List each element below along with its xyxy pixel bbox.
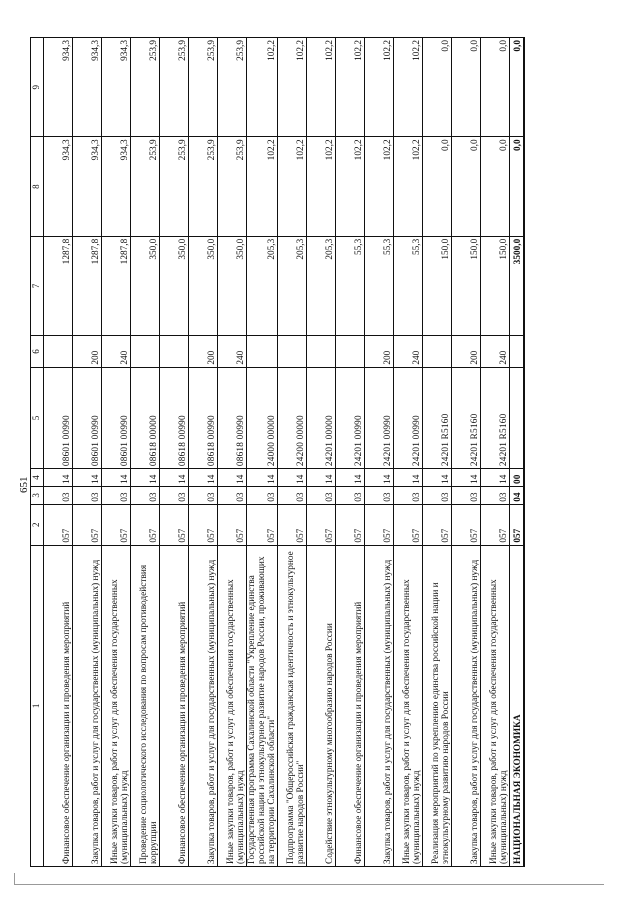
row-admin-code: 057	[278, 504, 307, 545]
row-amount-col8: 0,0	[423, 137, 452, 236]
row-admin-code: 057	[131, 504, 160, 545]
row-admin-code: 057	[365, 504, 394, 545]
row-target-article	[510, 367, 525, 468]
row-section: 03	[452, 486, 481, 504]
row-subsection: 14	[452, 469, 481, 487]
row-amount-col9: 934,3	[102, 38, 131, 137]
table-row	[247, 38, 278, 867]
row-amount-col9: 0,0	[510, 38, 525, 137]
row-name: Иные закупки товаров, работ и услуг для обеспечения государственных (муниципальных) нужд	[394, 545, 423, 866]
row-name: Закупка товаров, работ и услуг для государственных (муниципальных) нужд	[189, 545, 218, 866]
row-expense-type	[278, 336, 307, 367]
row-target-article: 08601 00990	[44, 367, 73, 468]
table-row	[394, 38, 423, 867]
column-header: 1	[31, 545, 44, 866]
row-section: 03	[423, 486, 452, 504]
row-amount-col7: 350,0	[160, 236, 189, 336]
column-header: 7	[31, 236, 44, 336]
row-section: 03	[278, 486, 307, 504]
row-section: 03	[73, 486, 102, 504]
row-section: 03	[336, 486, 365, 504]
row-amount-col7: 55,3	[365, 236, 394, 336]
row-target-article: 24201 R5160	[481, 367, 510, 468]
row-target-article: 24200 00000	[278, 367, 307, 468]
row-subsection: 14	[423, 469, 452, 487]
row-expense-type	[423, 336, 452, 367]
row-expense-type: 240	[481, 336, 510, 367]
row-amount-col8: 0,0	[510, 137, 525, 236]
table-row	[160, 38, 189, 867]
row-section: 03	[44, 486, 73, 504]
table-row	[365, 38, 394, 867]
row-amount-col9: 934,3	[44, 38, 73, 137]
row-amount-col7: 205,3	[307, 236, 336, 336]
row-name: Реализация мероприятий по укреплению единства российской нации и этнокультурному развитию народов России	[423, 545, 452, 866]
row-amount-col9: 102,2	[394, 38, 423, 137]
row-admin-code: 057	[307, 504, 336, 545]
column-header: 6	[31, 336, 44, 367]
row-subsection: 14	[44, 469, 73, 487]
row-target-article: 24201 R5160	[423, 367, 452, 468]
row-amount-col9: 253,9	[160, 38, 189, 137]
row-amount-col9: 0,0	[452, 38, 481, 137]
row-name: Финансовое обеспечение организации и проведения мероприятий	[160, 545, 189, 866]
row-expense-type: 200	[452, 336, 481, 367]
row-subsection: 14	[336, 469, 365, 487]
row-target-article: 24000 00000	[247, 367, 278, 468]
row-name: Подпрограмма "Общероссийская гражданская идентичность и этнокультурное развитие народов России"	[278, 545, 307, 866]
row-amount-col8: 102,2	[365, 137, 394, 236]
row-subsection: 14	[73, 469, 102, 487]
row-amount-col9: 0,0	[481, 38, 510, 137]
table-row	[307, 38, 336, 867]
row-subsection: 14	[278, 469, 307, 487]
row-amount-col7: 150,0	[452, 236, 481, 336]
row-section: 03	[247, 486, 278, 504]
row-expense-type	[336, 336, 365, 367]
row-name: Иные закупки товаров, работ и услуг для обеспечения государственных (муниципальных) нужд	[481, 545, 510, 866]
row-amount-col9: 0,0	[423, 38, 452, 137]
row-section: 03	[481, 486, 510, 504]
row-admin-code: 057	[423, 504, 452, 545]
row-amount-col8: 0,0	[481, 137, 510, 236]
table-total-row	[510, 38, 525, 867]
row-amount-col7: 350,0	[131, 236, 160, 336]
row-expense-type: 240	[218, 336, 247, 367]
row-amount-col7: 1287,8	[44, 236, 73, 336]
row-amount-col9: 253,9	[131, 38, 160, 137]
margin-rule-top	[14, 873, 15, 885]
row-name: Проведение социологического исследования по вопросам противодействия коррупции	[131, 545, 160, 866]
row-amount-col8: 102,2	[394, 137, 423, 236]
row-expense-type: 240	[102, 336, 131, 367]
row-target-article: 24201 R5160	[452, 367, 481, 468]
row-amount-col7: 350,0	[189, 236, 218, 336]
row-expense-type	[510, 336, 525, 367]
row-amount-col7: 55,3	[336, 236, 365, 336]
column-header: 9	[31, 38, 44, 137]
row-amount-col7: 350,0	[218, 236, 247, 336]
row-admin-code: 057	[218, 504, 247, 545]
margin-rule	[14, 884, 604, 885]
row-subsection: 14	[160, 469, 189, 487]
row-amount-col8: 934,3	[73, 137, 102, 236]
row-name: Закупка товаров, работ и услуг для государственных (муниципальных) нужд	[452, 545, 481, 866]
row-amount-col8: 102,2	[247, 137, 278, 236]
row-expense-type	[131, 336, 160, 367]
table-row	[189, 38, 218, 867]
table-row	[102, 38, 131, 867]
row-target-article: 08601 00990	[102, 367, 131, 468]
row-name: Иные закупки товаров, работ и услуг для обеспечения государственных (муниципальных) нужд	[102, 545, 131, 866]
row-amount-col7: 150,0	[481, 236, 510, 336]
row-target-article: 24201 00990	[394, 367, 423, 468]
row-expense-type: 200	[73, 336, 102, 367]
table-row	[218, 38, 247, 867]
row-target-article: 24201 00990	[365, 367, 394, 468]
row-subsection: 14	[307, 469, 336, 487]
row-amount-col8: 934,3	[102, 137, 131, 236]
column-header: 8	[31, 137, 44, 236]
row-expense-type	[247, 336, 278, 367]
row-amount-col8: 102,2	[278, 137, 307, 236]
row-amount-col8: 102,2	[336, 137, 365, 236]
row-expense-type	[307, 336, 336, 367]
row-subsection: 14	[394, 469, 423, 487]
row-amount-col8: 934,3	[44, 137, 73, 236]
table-row	[73, 38, 102, 867]
table-row	[278, 38, 307, 867]
row-amount-col9: 253,9	[218, 38, 247, 137]
row-amount-col9: 934,3	[73, 38, 102, 137]
row-subsection: 14	[218, 469, 247, 487]
row-amount-col8: 0,0	[452, 137, 481, 236]
row-admin-code: 057	[394, 504, 423, 545]
row-expense-type: 240	[394, 336, 423, 367]
row-section: 04	[510, 486, 525, 504]
row-admin-code: 057	[336, 504, 365, 545]
row-admin-code: 057	[160, 504, 189, 545]
row-expense-type: 200	[365, 336, 394, 367]
budget-table	[30, 37, 525, 867]
row-section: 03	[102, 486, 131, 504]
row-admin-code: 057	[247, 504, 278, 545]
row-section: 03	[218, 486, 247, 504]
row-target-article: 08618 00990	[189, 367, 218, 468]
row-name: Закупка товаров, работ и услуг для государственных (муниципальных) нужд	[365, 545, 394, 866]
row-amount-col7: 55,3	[394, 236, 423, 336]
row-target-article: 24201 00990	[336, 367, 365, 468]
table-row	[481, 38, 510, 867]
row-amount-col8: 253,9	[160, 137, 189, 236]
row-expense-type	[160, 336, 189, 367]
row-amount-col9: 253,9	[189, 38, 218, 137]
row-amount-col9: 102,2	[307, 38, 336, 137]
row-subsection: 14	[131, 469, 160, 487]
row-amount-col7: 1287,8	[73, 236, 102, 336]
row-name: Финансовое обеспечение организации и проведения мероприятий	[336, 545, 365, 866]
row-subsection: 14	[365, 469, 394, 487]
row-target-article: 08601 00990	[73, 367, 102, 468]
row-amount-col9: 102,2	[336, 38, 365, 137]
row-name: Иные закупки товаров, работ и услуг для обеспечения государственных (муниципальных) нужд	[218, 545, 247, 866]
row-amount-col8: 253,9	[189, 137, 218, 236]
row-section: 03	[160, 486, 189, 504]
row-amount-col7: 1287,8	[102, 236, 131, 336]
row-amount-col8: 253,9	[131, 137, 160, 236]
row-section: 03	[365, 486, 394, 504]
row-name: Содействие этнокультурному многообразию народов России	[307, 545, 336, 866]
row-subsection: 14	[247, 469, 278, 487]
row-subsection: 14	[481, 469, 510, 487]
row-target-article: 08618 00990	[160, 367, 189, 468]
row-admin-code: 057	[510, 504, 525, 545]
row-target-article: 08618 00000	[131, 367, 160, 468]
row-section: 03	[189, 486, 218, 504]
row-amount-col7: 205,3	[247, 236, 278, 336]
row-amount-col9: 102,2	[365, 38, 394, 137]
column-number-row	[31, 38, 44, 867]
row-name: НАЦИОНАЛЬНАЯ ЭКОНОМИКА	[510, 545, 525, 866]
column-header: 4	[31, 469, 44, 487]
table-row	[131, 38, 160, 867]
column-header: 5	[31, 367, 44, 468]
row-amount-col8: 253,9	[218, 137, 247, 236]
row-target-article: 08618 00990	[218, 367, 247, 468]
column-header: 3	[31, 486, 44, 504]
table-row	[452, 38, 481, 867]
row-subsection: 14	[102, 469, 131, 487]
table-row	[44, 38, 73, 867]
row-admin-code: 057	[44, 504, 73, 545]
row-amount-col8: 102,2	[307, 137, 336, 236]
row-amount-col7: 3500,0	[510, 236, 525, 336]
table-row	[336, 38, 365, 867]
row-amount-col9: 102,2	[278, 38, 307, 137]
row-subsection: 00	[510, 469, 525, 487]
row-amount-col9: 102,2	[247, 38, 278, 137]
row-section: 03	[394, 486, 423, 504]
row-amount-col7: 205,3	[278, 236, 307, 336]
row-target-article: 24201 00000	[307, 367, 336, 468]
table-row	[423, 38, 452, 867]
row-expense-type: 200	[189, 336, 218, 367]
row-name: Государственная программа Сахалинской области "Укрепление единства российской нации и этнокультурное развитие народов России, проживающих на территории Сахалинской области"	[247, 545, 278, 866]
row-section: 03	[307, 486, 336, 504]
row-amount-col7: 150,0	[423, 236, 452, 336]
row-admin-code: 057	[73, 504, 102, 545]
row-subsection: 14	[189, 469, 218, 487]
row-admin-code: 057	[481, 504, 510, 545]
row-admin-code: 057	[102, 504, 131, 545]
row-admin-code: 057	[452, 504, 481, 545]
row-name: Закупка товаров, работ и услуг для государственных (муниципальных) нужд	[73, 545, 102, 866]
column-header: 2	[31, 504, 44, 545]
row-expense-type	[44, 336, 73, 367]
row-name: Финансовое обеспечение организации и проведения мероприятий	[44, 545, 73, 866]
row-admin-code: 057	[189, 504, 218, 545]
page-number: 651	[18, 476, 30, 493]
row-section: 03	[131, 486, 160, 504]
